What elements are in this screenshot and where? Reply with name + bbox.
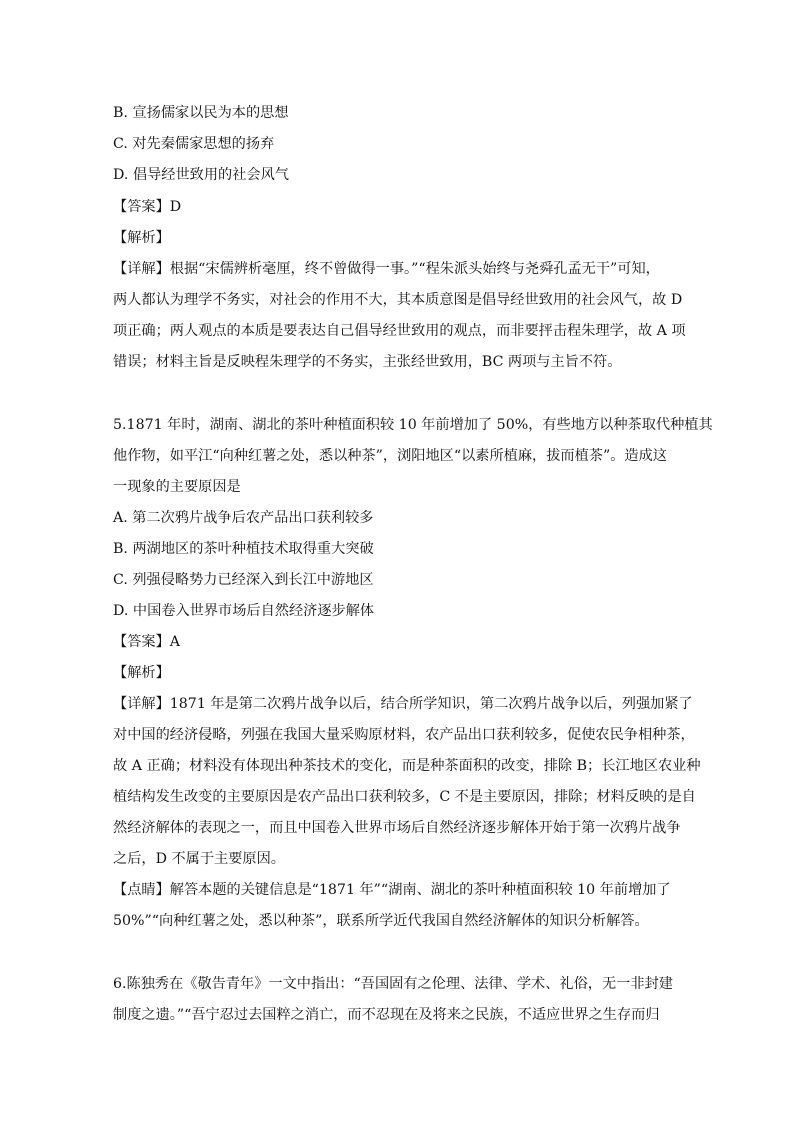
- q4-detail-line: 项正确；两人观点的本质是要表达自己倡导经世致用的观点，而非要抨击程朱理学，故 A 项: [113, 323, 686, 339]
- q5-point-line: 50%”“向种红薯之处，悉以种茶”，联系所学近代我国自然经济解体的知识分析解答。: [113, 913, 649, 929]
- q4-option-c: C. 对先秦儒家思想的扬弃: [113, 136, 275, 152]
- q5-option-c: C. 列强侵略势力已经深入到长江中游地区: [113, 572, 374, 588]
- q6-stem-line: 6.陈独秀在《敬告青年》一文中指出：“吾国固有之伦理、法律、学术、礼俗，无一非封建: [113, 976, 673, 992]
- q4-option-d: D. 倡导经世致用的社会风气: [113, 167, 289, 183]
- q5-stem-line: 一现象的主要原因是: [113, 479, 241, 495]
- q5-option-b: B. 两湖地区的茶叶种植技术取得重大突破: [113, 541, 374, 557]
- q6-stem-line: 制度之遗。”“吾宁忍过去国粹之消亡，而不忍现在及将来之民族，不适应世界之生存而归: [113, 1007, 660, 1023]
- q5-detail-line: 【详解】1871 年是第二次鸦片战争以后，结合所学知识，第二次鸦片战争以后，列强加紧了: [113, 696, 693, 712]
- q5-detail-line: 之后，D 不属于主要原因。: [113, 851, 285, 867]
- q5-detail-line: 对中国的经济侵略，列强在我国大量采购原材料，农产品出口获利较多，促使农民争相种茶，: [113, 727, 695, 743]
- q4-detail-line: 错误；材料主旨是反映程朱理学的不务实，主张经世致用，BC 两项与主旨不符。: [113, 354, 622, 370]
- q4-detail-line: 两人都认为理学不务实，对社会的作用不大，其本质意图是倡导经世致用的社会风气，故 D: [113, 292, 683, 308]
- q5-point-line: 【点睛】解答本题的关键信息是“1871 年”“湖南、湖北的茶叶种植面积较 10 年前增加了: [113, 882, 671, 898]
- q5-option-d: D. 中国卷入世界市场后自然经济逐步解体: [113, 603, 375, 619]
- q5-stem-line: 5.1871 年时，湖南、湖北的茶叶种植面积较 10 年前增加了 50%，有些地方以种茶取代种植其: [113, 417, 713, 433]
- q5-analysis-heading: 【解析】: [113, 665, 170, 681]
- q5-detail-line: 植结构发生改变的主要原因是农产品出口获利较多，C 不是主要原因，排除；材料反映的是自: [113, 789, 696, 805]
- q5-stem-line: 他作物，如平江“向种红薯之处，悉以种茶”，浏阳地区“以素所植麻，拔而植茶”。造成这: [113, 448, 667, 464]
- q4-answer: 【答案】D: [113, 199, 182, 215]
- q4-option-b: B. 宣扬儒家以民为本的思想: [113, 105, 289, 121]
- q5-detail-line: 故 A 正确；材料没有体现出种茶技术的变化，而是种茶面积的改变，排除 B；长江地区农业种: [113, 758, 701, 774]
- q4-analysis-heading: 【解析】: [113, 230, 170, 246]
- q4-detail-line: 【详解】根据“宋儒辨析毫厘，终不曾做得一事。”“程朱派头始终与尧舜孔孟无干”可知，: [113, 261, 660, 277]
- q5-detail-line: 然经济解体的表现之一，而且中国卷入世界市场后自然经济逐步解体开始于第一次鸦片战争: [113, 820, 681, 836]
- q5-answer: 【答案】A: [113, 634, 180, 650]
- q5-option-a: A. 第二次鸦片战争后农产品出口获利较多: [113, 510, 374, 526]
